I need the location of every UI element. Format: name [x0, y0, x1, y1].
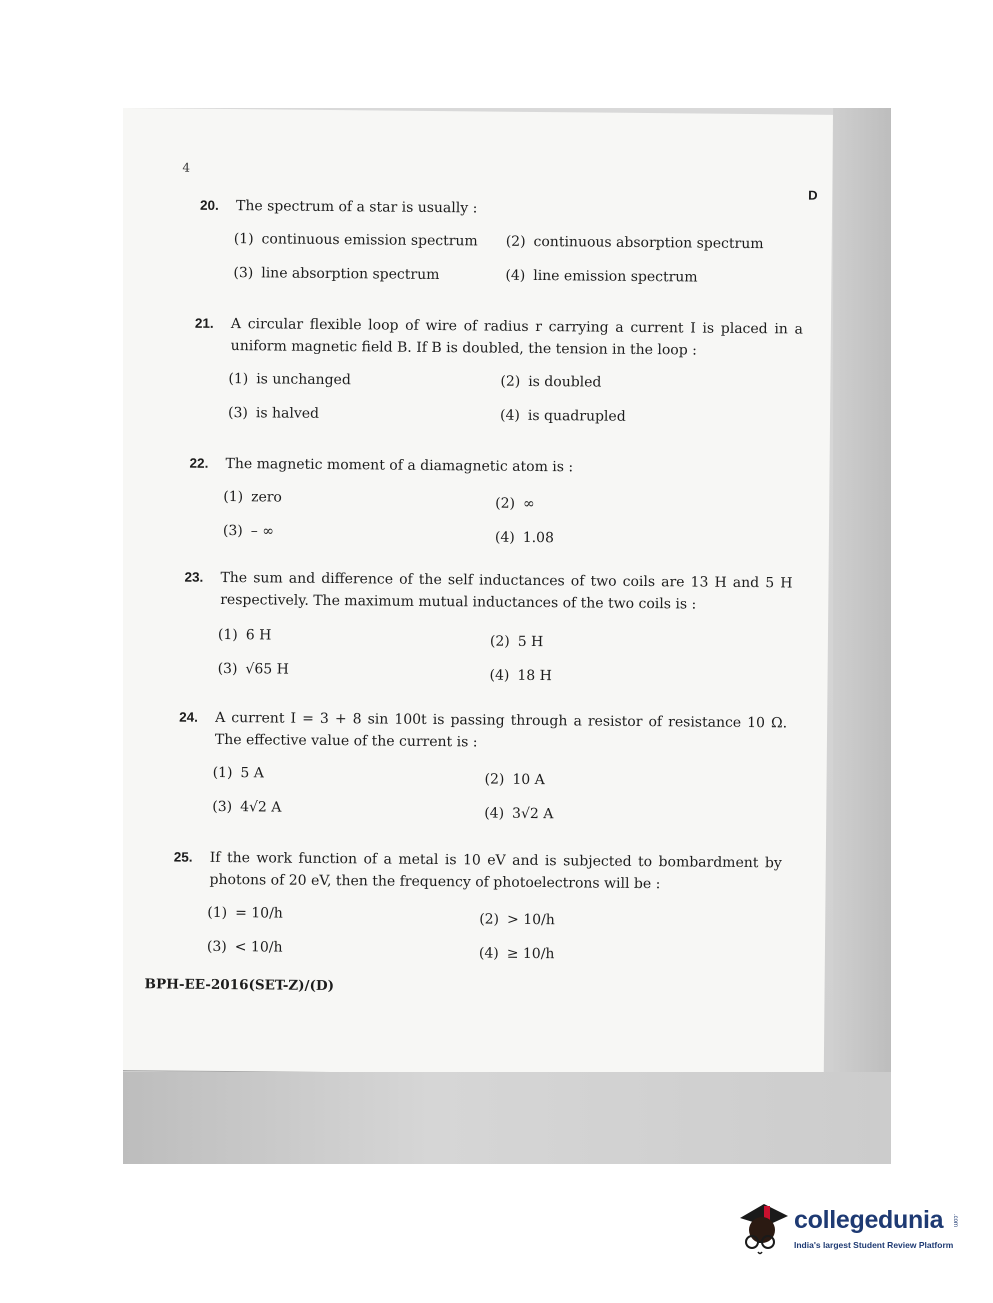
- option: (4) 18 H: [489, 667, 552, 685]
- option: (2) 5 H: [489, 633, 544, 651]
- option: (4) ≥ 10/h: [478, 945, 555, 963]
- exam-sheet: [123, 108, 833, 1078]
- option: (4) is quadrupled: [499, 407, 626, 425]
- question-number: 25.: [173, 849, 193, 865]
- option: (1) 6 H: [217, 626, 272, 644]
- brand-name: collegedunia: [794, 1206, 944, 1234]
- question-text: A current I = 3 + 8 sin 100t is passing through a resistor of resistance 10 Ω. The effective value of the current is :: [214, 709, 788, 751]
- question-number: 22.: [189, 455, 209, 471]
- set-letter: D: [808, 187, 818, 203]
- option: (1) is unchanged: [228, 371, 351, 389]
- option: (3) line absorption spectrum: [233, 265, 440, 284]
- scanned-page: [123, 108, 891, 1164]
- question-text: The sum and difference of the self inductances of two coils are 13 H and 5 H respectively. The maximum mutual inductances of the two coils is :: [220, 569, 793, 613]
- brand-domain: .com: [952, 1214, 958, 1228]
- option: (1) continuous emission spectrum: [233, 231, 478, 250]
- option: (3) 4√2 A: [212, 798, 282, 816]
- scan-margin: [833, 108, 891, 1072]
- question-text: The spectrum of a star is usually :: [235, 198, 478, 217]
- scan-shadow: [123, 1072, 891, 1164]
- option: (1) 5 A: [212, 764, 265, 782]
- brand-tagline: India's largest Student Review Platform: [794, 1240, 954, 1250]
- option: (1) = 10/h: [207, 904, 283, 922]
- option: (3) – ∞: [222, 522, 274, 540]
- option: (4) 1.08: [494, 529, 554, 547]
- option: (4) 3√2 A: [484, 805, 554, 823]
- option: (4) line emission spectrum: [505, 267, 698, 286]
- option: (2) 10 A: [484, 771, 545, 789]
- mascot-logo-icon: [736, 1196, 792, 1256]
- option: (1) zero: [223, 488, 282, 506]
- page-number: 4: [182, 160, 191, 175]
- collegedunia-watermark: [736, 1196, 960, 1256]
- option: (2) continuous absorption spectrum: [505, 233, 764, 253]
- question-text: A circular flexible loop of wire of radius r carrying a current I is placed in a uniform magnetic field B. If B is doubled, the tension in the loop :: [230, 316, 803, 359]
- question-number: 21.: [194, 315, 214, 331]
- question-number: 23.: [184, 569, 204, 585]
- question-text: The magnetic moment of a diamagnetic atom is :: [225, 456, 574, 476]
- paper-code: BPH-EE-2016(SET-Z)/(D): [144, 976, 335, 995]
- option: (3) is halved: [228, 405, 320, 422]
- option: (3) < 10/h: [206, 938, 283, 956]
- option: (2) > 10/h: [479, 911, 555, 929]
- question-number: 20.: [199, 197, 219, 213]
- option: (2) ∞: [495, 495, 535, 512]
- option: (3) √65 H: [217, 660, 289, 678]
- option: (2) is doubled: [500, 373, 602, 391]
- question-number: 24.: [179, 709, 199, 725]
- question-text: If the work function of a metal is 10 eV and is subjected to bombardment by photons of 20 eV, then the frequency of photoelectrons will be :: [209, 849, 782, 893]
